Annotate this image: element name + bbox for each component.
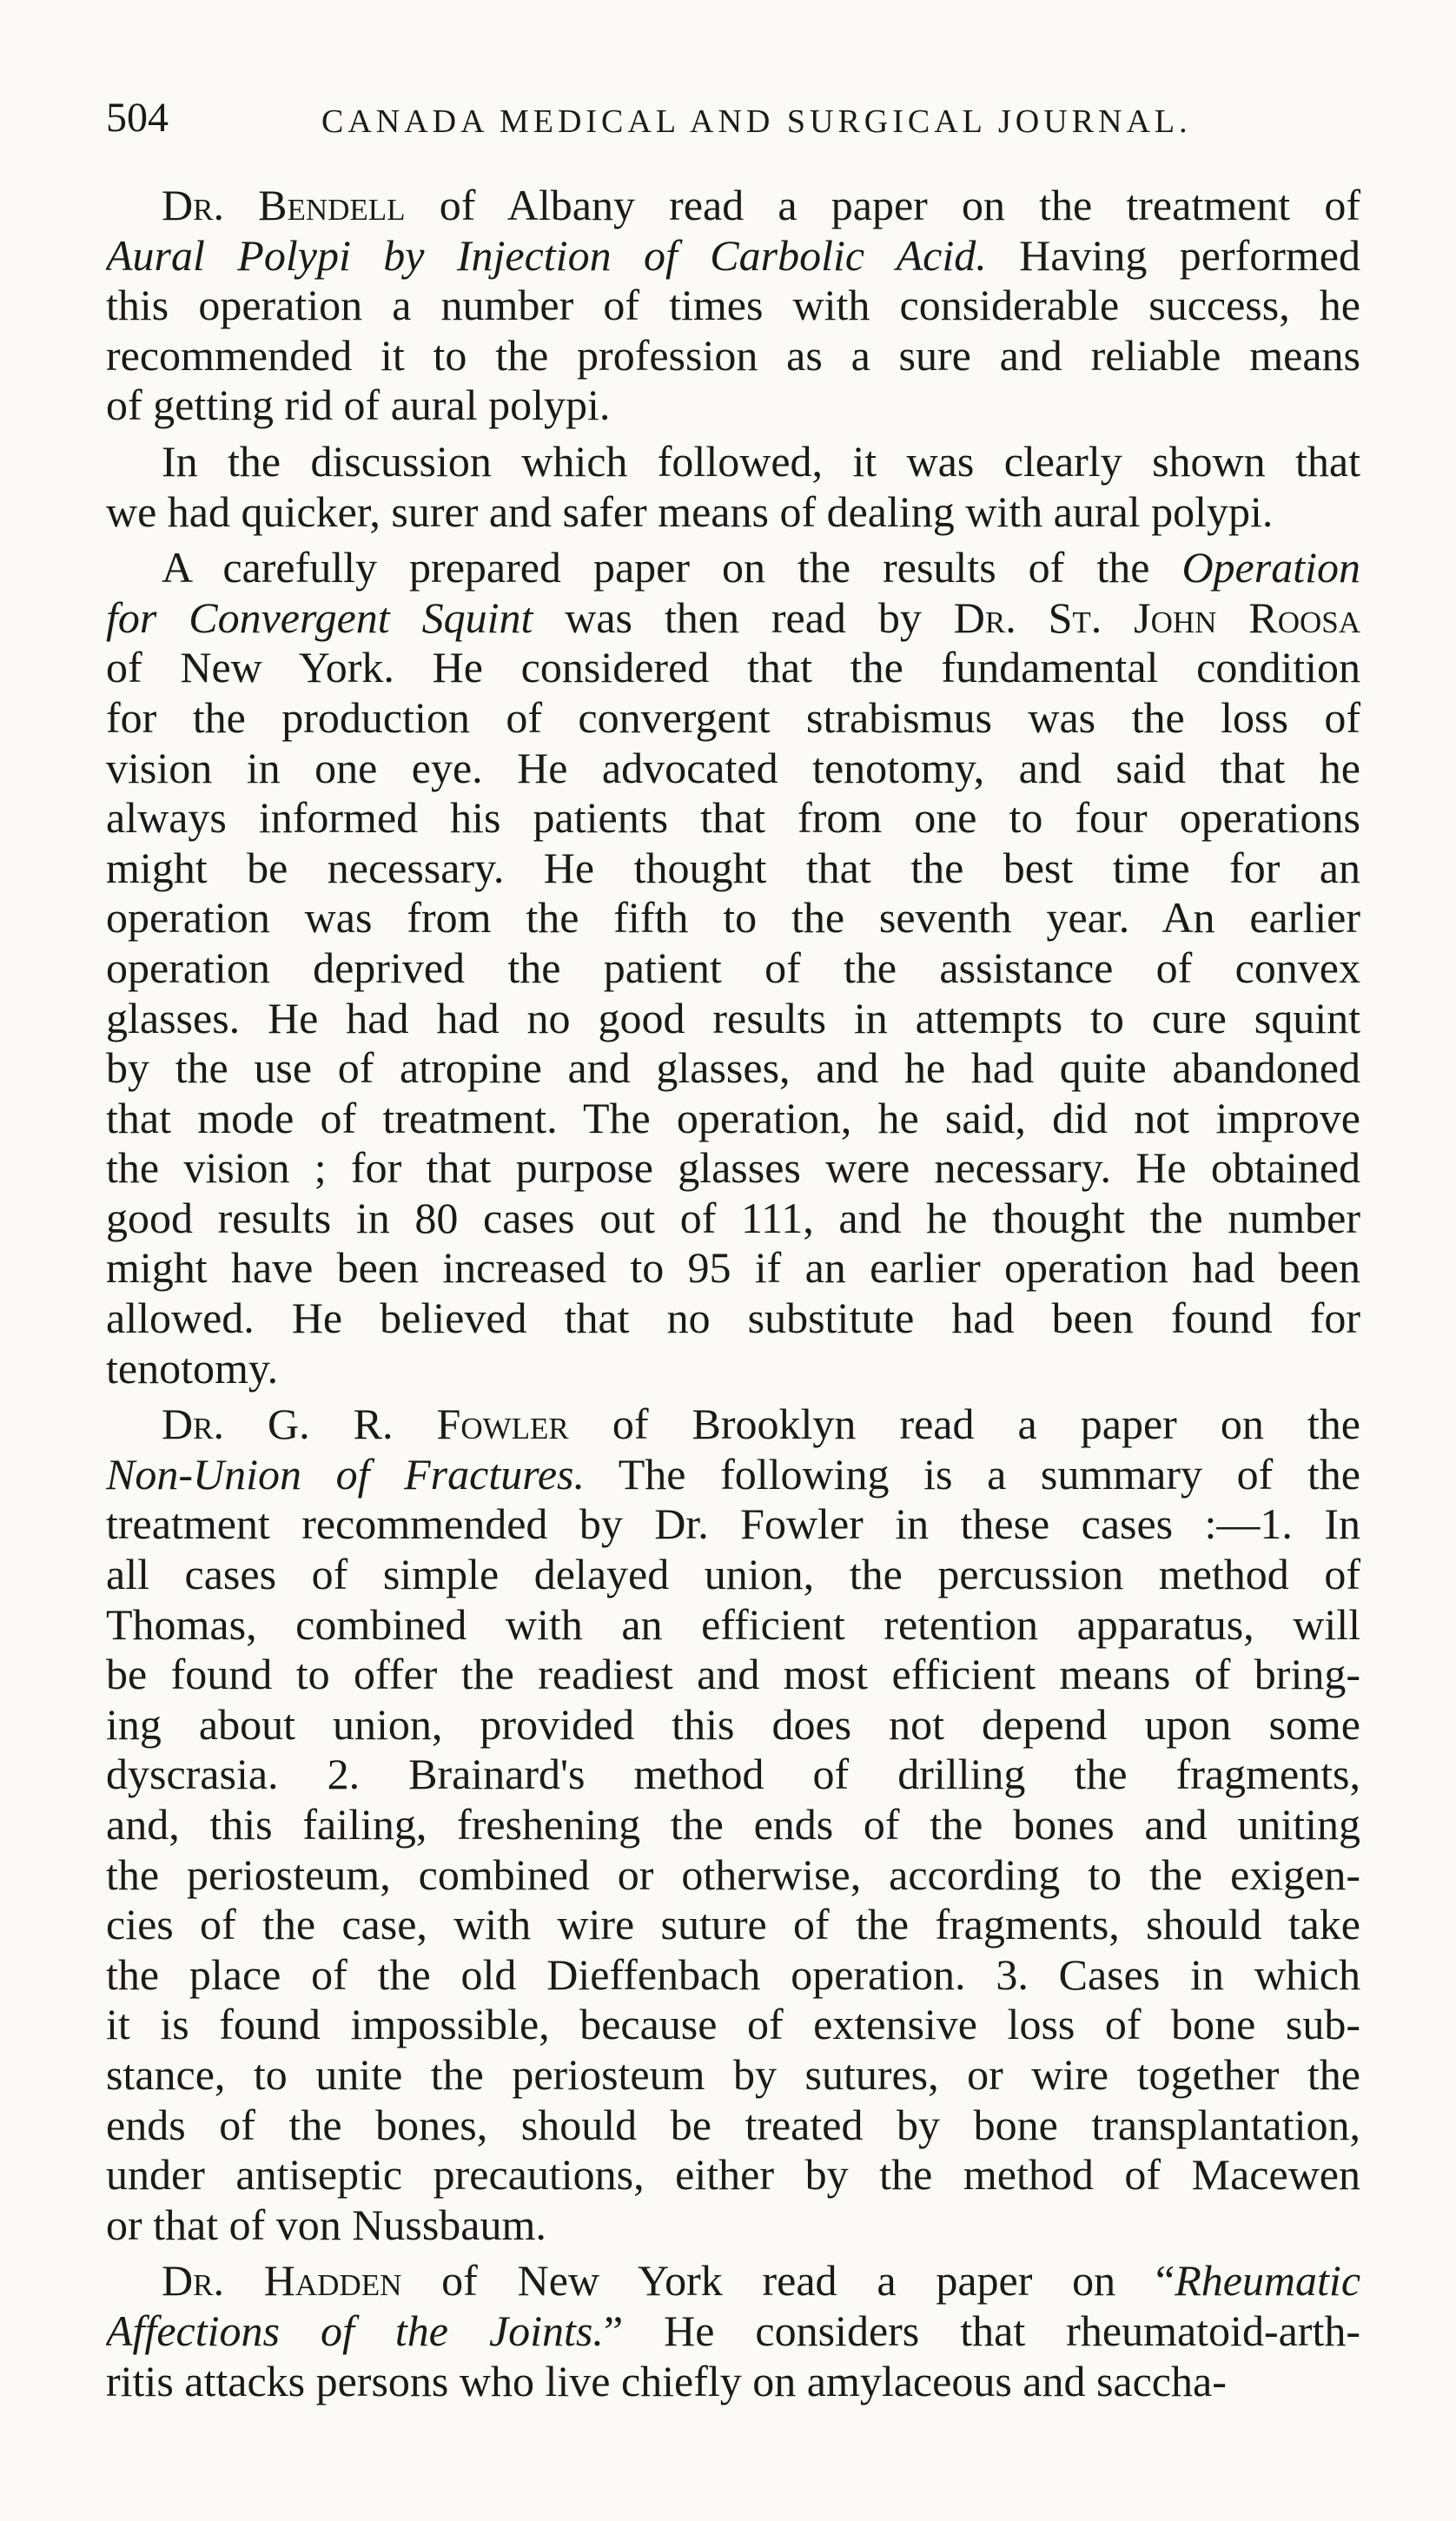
text-line: of getting rid of aural polypi. (106, 380, 611, 430)
text-line: treatment recommended by Dr. Fowler in these cases :—1. In (106, 1499, 1360, 1549)
text-line: might have been increased to 95 if an earlier operation had been (106, 1243, 1360, 1293)
text-line: and, this failing, freshening the ends of the bones and uniting (106, 1800, 1360, 1849)
text-line: or that of von Nussbaum. (106, 2200, 546, 2249)
text-line: always informed his patients that from one to four operations (106, 793, 1360, 843)
text-line: Dr. Bendell of Albany read a paper on the treatment of (162, 181, 1360, 229)
text-line: Affections of the Joints.” He considers that rheumatoid-arth- (106, 2306, 1360, 2355)
paragraph-gap (106, 431, 1360, 437)
text-line: Thomas, combined with an efficient retention apparatus, will (106, 1599, 1360, 1649)
text-line: that mode of treatment. The operation, he said, did not improve (106, 1093, 1360, 1142)
text-line: the periosteum, combined or otherwise, according to the exigen- (106, 1849, 1360, 1899)
paragraph-gap (106, 537, 1360, 543)
text-line: cies of the case, with wire suture of the fragments, should take (106, 1900, 1360, 1949)
text-line: stance, to unite the periosteum by sutures, or wire together the (106, 2049, 1360, 2099)
text-line: tenotomy. (106, 1343, 279, 1393)
text-line: Non-Union of Fractures. The following is a summary of the (106, 1449, 1360, 1499)
text-line: allowed. He believed that no substitute had been found for (106, 1294, 1360, 1343)
text-line: we had quicker, surer and safer means of dealing with aural polypi. (106, 486, 1274, 536)
article-body (106, 181, 1360, 2406)
paragraph-gap (106, 2250, 1360, 2256)
text-line: this operation a number of times with considerable success, he (106, 281, 1360, 330)
text-line: A carefully prepared paper on the results of the Operation (162, 543, 1360, 592)
text-line: under antiseptic precautions, either by the method of Macewen (106, 2150, 1360, 2200)
text-line: good results in 80 cases out of 111, and he thought the number (106, 1193, 1360, 1242)
text-line: dyscrasia. 2. Brainard's method of drilling the fragments, (106, 1750, 1360, 1799)
text-line: ends of the bones, should be treated by bone transplantation, (106, 2100, 1360, 2149)
text-line: Dr. Hadden of New York read a paper on “Rheumatic (162, 2256, 1360, 2306)
text-line: by the use of atropine and glasses, and he had quite abandoned (106, 1043, 1360, 1093)
text-line: the place of the old Dieffenbach operation. 3. Cases in which (106, 1949, 1360, 1999)
text-line: be found to offer the readiest and most efficient means of bring- (106, 1650, 1360, 1699)
text-line: the vision ; for that purpose glasses were necessary. He obtained (106, 1143, 1360, 1193)
text-line: recommended it to the profession as a sure and reliable means (106, 330, 1360, 380)
text-line: it is found impossible, because of extensive loss of bone sub- (106, 2000, 1360, 2049)
text-line: ing about union, provided this does not depend upon some (106, 1699, 1360, 1749)
text-line: of New York. He considered that the fundamental condition (106, 643, 1360, 692)
text-line: might be necessary. He thought that the best time for an (106, 843, 1360, 892)
text-line: for the production of convergent strabismus was the loss of (106, 692, 1360, 742)
text-line: ritis attacks persons who live chiefly on amylaceous and saccha- (106, 2356, 1227, 2405)
text-line: Aural Polypi by Injection of Carbolic Acid. Having performed (106, 230, 1360, 280)
text-line: glasses. He had had no good results in attempts to cure squint (106, 993, 1360, 1042)
text-line: Dr. G. R. Fowler of Brooklyn read a paper on the (162, 1399, 1360, 1449)
paragraph-gap (106, 1393, 1360, 1399)
text-line: for Convergent Squint was then read by Dr. St. John Roosa (106, 592, 1360, 642)
text-line: vision in one eye. He advocated tenotomy, and said that he (106, 743, 1360, 792)
page-number: 504 (106, 95, 169, 141)
text-line: operation deprived the patient of the assistance of convex (106, 943, 1360, 992)
running-head: CANADA MEDICAL AND SURGICAL JOURNAL. (321, 103, 1192, 140)
text-line: In the discussion which followed, it was clearly shown that (162, 436, 1360, 486)
text-line: all cases of simple delayed union, the percussion method of (106, 1550, 1360, 1599)
text-line: operation was from the fifth to the seventh year. An earlier (106, 893, 1360, 943)
